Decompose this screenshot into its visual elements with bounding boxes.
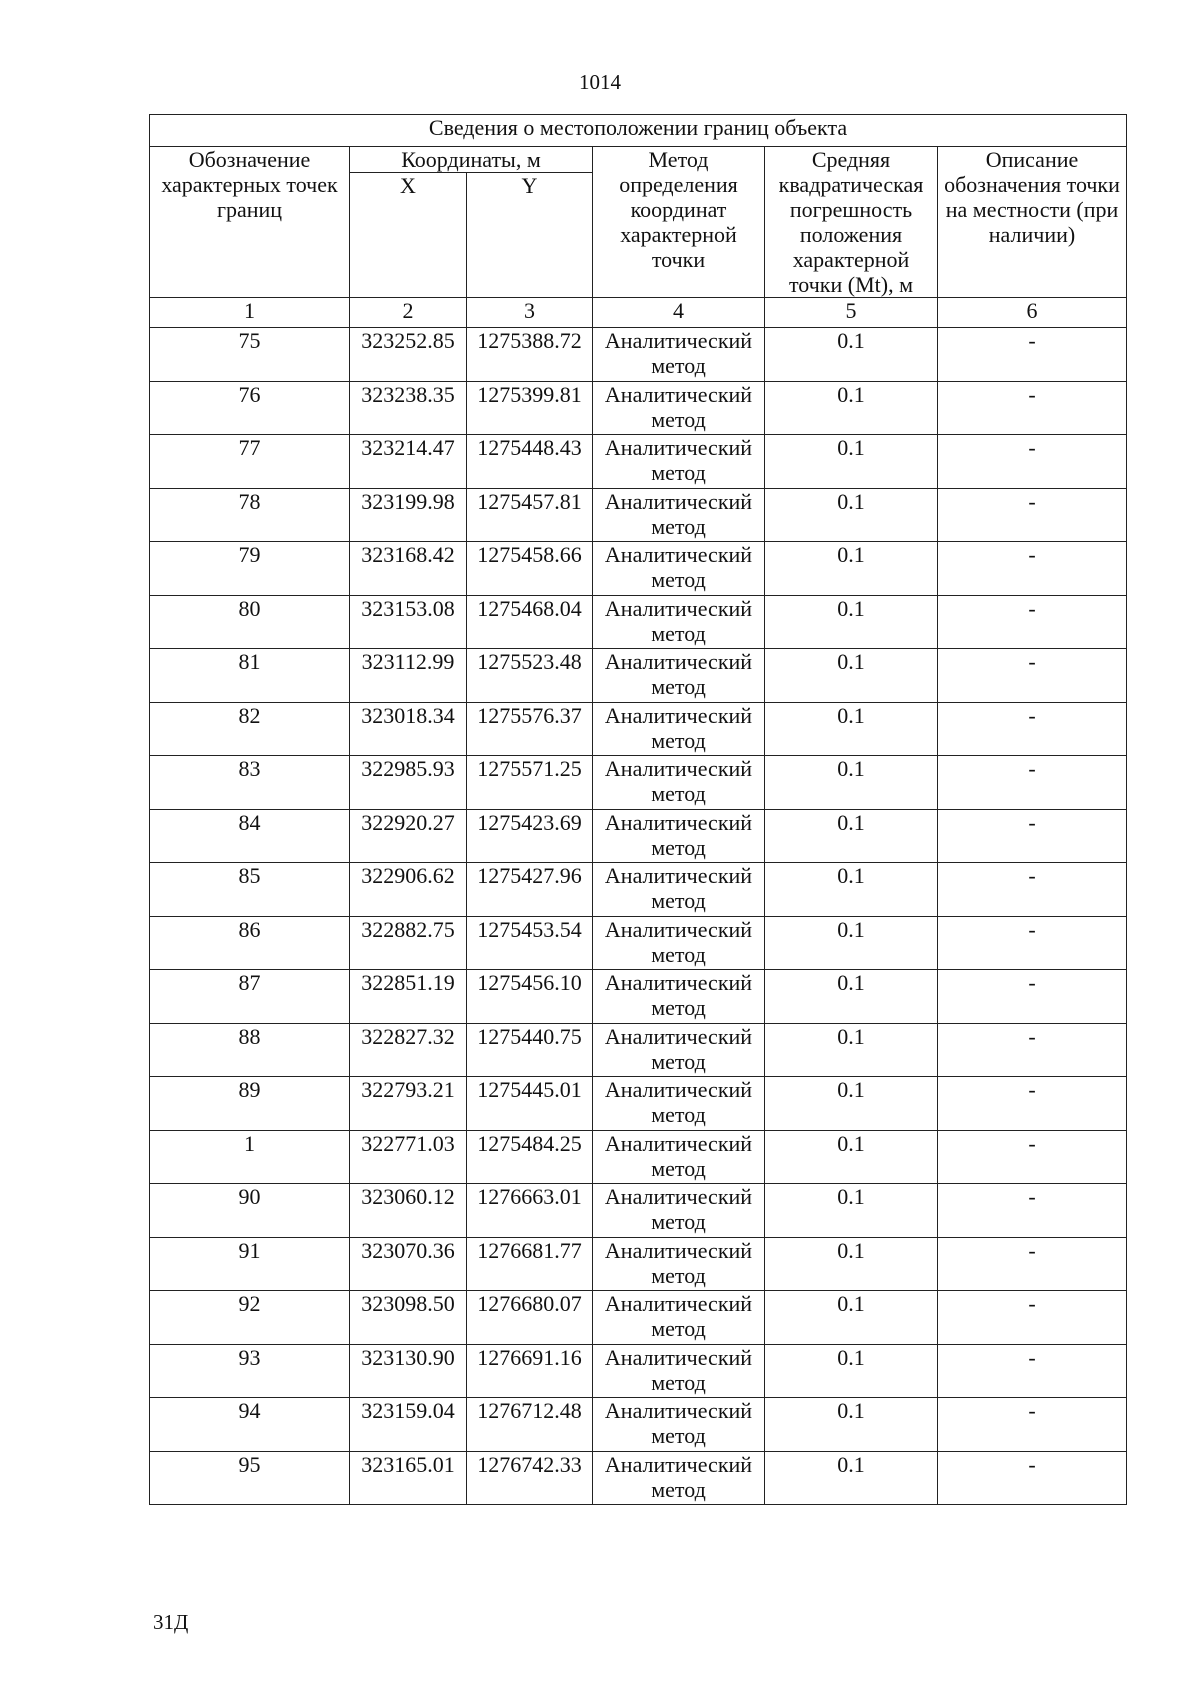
- cell-point: 86: [150, 916, 350, 970]
- cell-error: 0.1: [765, 970, 938, 1024]
- cell-y: 1275448.43: [467, 435, 593, 489]
- cell-error: 0.1: [765, 756, 938, 810]
- cell-method: Аналитический метод: [593, 1130, 765, 1184]
- cell-y: 1276681.77: [467, 1237, 593, 1291]
- cell-y: 1275484.25: [467, 1130, 593, 1184]
- cell-method: Аналитический метод: [593, 809, 765, 863]
- cell-x: 323165.01: [350, 1451, 467, 1505]
- column-number: 2: [350, 298, 467, 328]
- cell-x: 322827.32: [350, 1023, 467, 1077]
- cell-x: 323252.85: [350, 328, 467, 382]
- table-row: [150, 1291, 1127, 1345]
- cell-point: 1: [150, 1130, 350, 1184]
- table-row: [150, 809, 1127, 863]
- cell-y: 1275468.04: [467, 595, 593, 649]
- cell-point: 77: [150, 435, 350, 489]
- cell-point: 90: [150, 1184, 350, 1238]
- cell-method: Аналитический метод: [593, 1398, 765, 1452]
- cell-error: 0.1: [765, 863, 938, 917]
- cell-description: -: [938, 381, 1127, 435]
- cell-description: -: [938, 916, 1127, 970]
- header-coords: Координаты, м: [350, 147, 593, 173]
- cell-method: Аналитический метод: [593, 435, 765, 489]
- column-number: 4: [593, 298, 765, 328]
- cell-description: -: [938, 1451, 1127, 1505]
- cell-error: 0.1: [765, 328, 938, 382]
- cell-x: 322920.27: [350, 809, 467, 863]
- cell-description: -: [938, 595, 1127, 649]
- cell-point: 82: [150, 702, 350, 756]
- table-row: [150, 328, 1127, 382]
- cell-x: 323168.42: [350, 542, 467, 596]
- cell-x: 323130.90: [350, 1344, 467, 1398]
- table-row: [150, 649, 1127, 703]
- cell-error: 0.1: [765, 1291, 938, 1345]
- cell-x: 323159.04: [350, 1398, 467, 1452]
- cell-point: 84: [150, 809, 350, 863]
- cell-x: 323070.36: [350, 1237, 467, 1291]
- cell-method: Аналитический метод: [593, 1023, 765, 1077]
- cell-point: 89: [150, 1077, 350, 1131]
- cell-description: -: [938, 542, 1127, 596]
- table-row: [150, 595, 1127, 649]
- cell-y: 1275571.25: [467, 756, 593, 810]
- cell-description: -: [938, 435, 1127, 489]
- cell-description: -: [938, 649, 1127, 703]
- cell-method: Аналитический метод: [593, 381, 765, 435]
- table-row: [150, 381, 1127, 435]
- header-description: Описание обозначения точки на местности (при наличии): [938, 147, 1127, 298]
- table-row: [150, 542, 1127, 596]
- cell-point: 91: [150, 1237, 350, 1291]
- cell-point: 79: [150, 542, 350, 596]
- cell-x: 322985.93: [350, 756, 467, 810]
- table-row: [150, 702, 1127, 756]
- cell-error: 0.1: [765, 595, 938, 649]
- cell-y: 1275399.81: [467, 381, 593, 435]
- cell-y: 1275445.01: [467, 1077, 593, 1131]
- table-row: [150, 1344, 1127, 1398]
- cell-point: 78: [150, 488, 350, 542]
- header-error: Средняя квадратическая погрешность положения характерной точки (Mt), м: [765, 147, 938, 298]
- cell-description: -: [938, 970, 1127, 1024]
- cell-method: Аналитический метод: [593, 756, 765, 810]
- table-row: [150, 1023, 1127, 1077]
- footer-code: 31Д: [153, 1610, 189, 1634]
- table-row: [150, 1451, 1127, 1505]
- cell-x: 323112.99: [350, 649, 467, 703]
- boundary-table: [149, 114, 1127, 1505]
- table-row: [150, 863, 1127, 917]
- table-row: [150, 1130, 1127, 1184]
- cell-description: -: [938, 1023, 1127, 1077]
- cell-y: 1275456.10: [467, 970, 593, 1024]
- cell-x: 322882.75: [350, 916, 467, 970]
- table-caption: Сведения о местоположении границ объекта: [150, 115, 1127, 147]
- cell-description: -: [938, 1184, 1127, 1238]
- cell-x: 323214.47: [350, 435, 467, 489]
- cell-method: Аналитический метод: [593, 542, 765, 596]
- cell-method: Аналитический метод: [593, 488, 765, 542]
- cell-method: Аналитический метод: [593, 1237, 765, 1291]
- cell-method: Аналитический метод: [593, 328, 765, 382]
- cell-description: -: [938, 702, 1127, 756]
- cell-error: 0.1: [765, 488, 938, 542]
- cell-y: 1275427.96: [467, 863, 593, 917]
- cell-x: 322793.21: [350, 1077, 467, 1131]
- cell-y: 1276712.48: [467, 1398, 593, 1452]
- cell-error: 0.1: [765, 1023, 938, 1077]
- cell-description: -: [938, 1398, 1127, 1452]
- column-number: 1: [150, 298, 350, 328]
- cell-error: 0.1: [765, 702, 938, 756]
- column-numbers-row: [150, 298, 1127, 328]
- cell-method: Аналитический метод: [593, 1077, 765, 1131]
- cell-error: 0.1: [765, 809, 938, 863]
- cell-x: 323060.12: [350, 1184, 467, 1238]
- cell-description: -: [938, 488, 1127, 542]
- cell-point: 93: [150, 1344, 350, 1398]
- cell-point: 94: [150, 1398, 350, 1452]
- cell-error: 0.1: [765, 916, 938, 970]
- column-number: 5: [765, 298, 938, 328]
- cell-y: 1276742.33: [467, 1451, 593, 1505]
- cell-description: -: [938, 1344, 1127, 1398]
- cell-error: 0.1: [765, 435, 938, 489]
- cell-method: Аналитический метод: [593, 649, 765, 703]
- table-row: [150, 1237, 1127, 1291]
- cell-x: 323153.08: [350, 595, 467, 649]
- header-method: Метод определения координат характерной точки: [593, 147, 765, 298]
- header-point: Обозначение характерных точек границ: [150, 147, 350, 298]
- cell-error: 0.1: [765, 1130, 938, 1184]
- cell-y: 1275457.81: [467, 488, 593, 542]
- cell-x: 322906.62: [350, 863, 467, 917]
- cell-x: 323018.34: [350, 702, 467, 756]
- cell-y: 1275576.37: [467, 702, 593, 756]
- cell-x: 322771.03: [350, 1130, 467, 1184]
- cell-description: -: [938, 1077, 1127, 1131]
- page-number: 1014: [579, 70, 621, 94]
- table-row: [150, 1184, 1127, 1238]
- cell-method: Аналитический метод: [593, 595, 765, 649]
- table-row: [150, 1398, 1127, 1452]
- column-number: 6: [938, 298, 1127, 328]
- cell-error: 0.1: [765, 381, 938, 435]
- cell-error: 0.1: [765, 1237, 938, 1291]
- table-row: [150, 488, 1127, 542]
- cell-point: 75: [150, 328, 350, 382]
- cell-point: 83: [150, 756, 350, 810]
- cell-description: -: [938, 809, 1127, 863]
- cell-y: 1276663.01: [467, 1184, 593, 1238]
- cell-method: Аналитический метод: [593, 1451, 765, 1505]
- cell-method: Аналитический метод: [593, 702, 765, 756]
- cell-error: 0.1: [765, 1184, 938, 1238]
- cell-description: -: [938, 1237, 1127, 1291]
- cell-point: 87: [150, 970, 350, 1024]
- cell-method: Аналитический метод: [593, 1184, 765, 1238]
- cell-description: -: [938, 328, 1127, 382]
- cell-method: Аналитический метод: [593, 970, 765, 1024]
- cell-y: 1275388.72: [467, 328, 593, 382]
- cell-point: 80: [150, 595, 350, 649]
- cell-method: Аналитический метод: [593, 916, 765, 970]
- cell-x: 323238.35: [350, 381, 467, 435]
- cell-point: 88: [150, 1023, 350, 1077]
- cell-method: Аналитический метод: [593, 1291, 765, 1345]
- cell-error: 0.1: [765, 542, 938, 596]
- table-row: [150, 435, 1127, 489]
- cell-error: 0.1: [765, 649, 938, 703]
- cell-y: 1275440.75: [467, 1023, 593, 1077]
- cell-error: 0.1: [765, 1344, 938, 1398]
- cell-description: -: [938, 1130, 1127, 1184]
- cell-point: 95: [150, 1451, 350, 1505]
- cell-y: 1276680.07: [467, 1291, 593, 1345]
- cell-point: 85: [150, 863, 350, 917]
- cell-y: 1276691.16: [467, 1344, 593, 1398]
- cell-y: 1275453.54: [467, 916, 593, 970]
- cell-description: -: [938, 1291, 1127, 1345]
- cell-point: 81: [150, 649, 350, 703]
- column-number: 3: [467, 298, 593, 328]
- cell-x: 323098.50: [350, 1291, 467, 1345]
- cell-description: -: [938, 756, 1127, 810]
- cell-y: 1275423.69: [467, 809, 593, 863]
- cell-point: 76: [150, 381, 350, 435]
- cell-point: 92: [150, 1291, 350, 1345]
- cell-x: 322851.19: [350, 970, 467, 1024]
- header-x: X: [350, 173, 467, 298]
- cell-y: 1275458.66: [467, 542, 593, 596]
- cell-x: 323199.98: [350, 488, 467, 542]
- cell-error: 0.1: [765, 1398, 938, 1452]
- cell-method: Аналитический метод: [593, 863, 765, 917]
- table-row: [150, 756, 1127, 810]
- cell-y: 1275523.48: [467, 649, 593, 703]
- cell-error: 0.1: [765, 1077, 938, 1131]
- cell-description: -: [938, 863, 1127, 917]
- table-row: [150, 970, 1127, 1024]
- cell-error: 0.1: [765, 1451, 938, 1505]
- cell-method: Аналитический метод: [593, 1344, 765, 1398]
- table-row: [150, 1077, 1127, 1131]
- header-y: Y: [467, 173, 593, 298]
- table-row: [150, 916, 1127, 970]
